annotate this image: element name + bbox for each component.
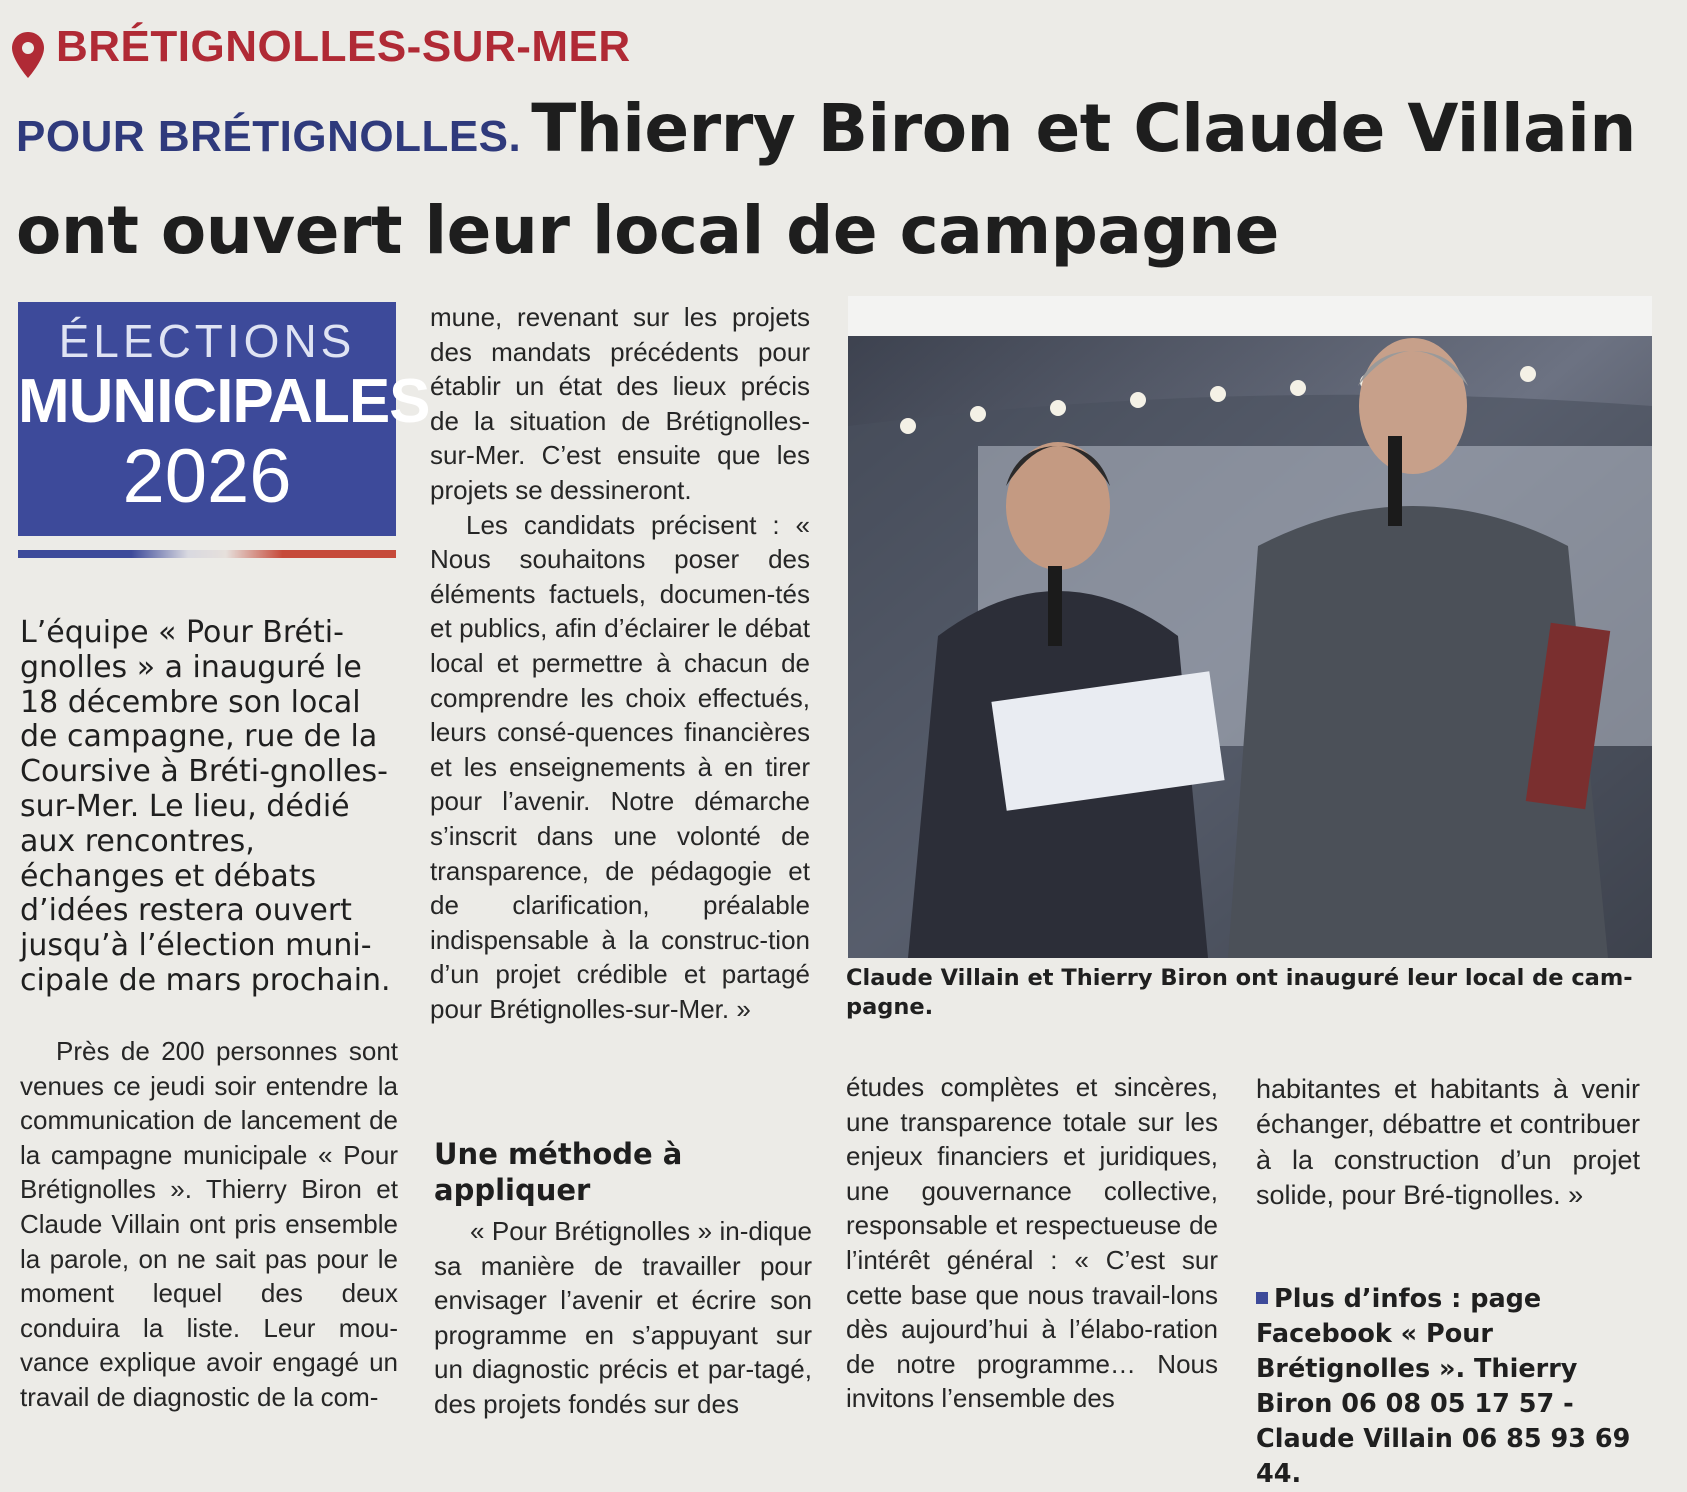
paragraph: études complètes et sincères, une transparence totale sur les enjeux financiers et juridiques, une gouvernance collective, responsable et respectueuse de l’intérêt général : « C’est sur cette base que nous travail-lons dès aujourd’hui à l’élabo-ration de notre programme… Nous invitons l’ensemble des: [846, 1072, 1218, 1414]
campaign-photo: [848, 296, 1652, 958]
photo-caption: Claude Villain et Thierry Biron ont inauguré leur local de cam-pagne.: [846, 965, 1633, 1020]
bullet-square-icon: [1256, 1292, 1268, 1304]
badge-line-elections: ÉLECTIONS: [58, 315, 356, 367]
more-info-text: Plus d’infos : page Facebook « Pour Brétignolles ». Thierry Biron 06 08 05 17 57 - Claude Villain 06 85 93 69 44.: [1256, 1284, 1631, 1489]
headline-kicker: POUR BRÉTIGNOLLES.: [16, 112, 522, 161]
paragraph: « Pour Brétignolles » in-dique sa manière de travailler pour envisager l’avenir et écrire son programme en s’appuyant sur un diagnostic précis et par-tagé, des projets fondés sur des: [434, 1216, 812, 1419]
article-column-3: [846, 1070, 1218, 1416]
locality-label: BRÉTIGNOLLES-SUR-MER: [56, 22, 631, 71]
article-column-4: [1256, 1072, 1640, 1214]
article-lede: L’équipe « Pour Bréti-gnolles » a inauguré le 18 décembre son local de campagne, rue de la Coursive à Bréti-gnolles-sur-Mer. Le lieu, dédié aux rencontres, échanges et débats d’idées restera ouvert jusqu’à l’élection muni-cipale de mars prochain.: [20, 615, 391, 998]
paragraph: Les candidats précisent : « Nous souhaitons poser des éléments factuels, documen-tés et publics, afin d’éclairer le débat local et permettre à chacun de comprendre les choix effectués, leurs consé-quences financières et les enseignements à en tirer pour l’avenir. Notre démarche s’inscrit dans une volonté de transparence, de pédagogie et de clarification, préalable indispensable à la construc-tion d’un projet crédible et partagé pour Brétignolles-sur-Mer. »: [430, 509, 810, 1024]
article-column-1: [20, 1034, 398, 1415]
paragraph: habitantes et habitants à venir échanger, débattre et contribuer à la construction d’un projet solide, pour Bré-tignolles. »: [1256, 1074, 1640, 1211]
map-pin-icon: [10, 30, 46, 80]
elections-badge: [18, 302, 430, 536]
badge-line-year: 2026: [122, 434, 292, 519]
paragraph: mune, revenant sur les projets des mandats précédents pour établir un état des lieux précis de la situation de Brétignolles-sur-Mer. C’est ensuite que les projets se dessineront.: [430, 302, 810, 505]
more-info: [1256, 1282, 1646, 1492]
article-column-2-bottom: [434, 1214, 812, 1422]
headline: [16, 82, 1656, 278]
badge-tricolor-stripe: [18, 550, 396, 558]
article-column-2-top: [430, 300, 810, 1026]
headline-text: Thierry Biron et Claude Villain ont ouvert leur local de campagne: [16, 90, 1636, 269]
badge-line-municipales: MUNICIPALES: [18, 367, 430, 436]
section-subheading: Une méthode à appliquer: [434, 1137, 683, 1207]
paragraph: Près de 200 personnes sont venues ce jeudi soir entendre la communication de lancement de la campagne municipale « Pour Brétignolles ». Thierry Biron et Claude Villain ont pris ensemble la parole, on ne sait pas pour le moment lequel des deux conduira la liste. Leur mou-vance explique avoir engagé un travail de diagnostic de la com-: [20, 1036, 398, 1412]
